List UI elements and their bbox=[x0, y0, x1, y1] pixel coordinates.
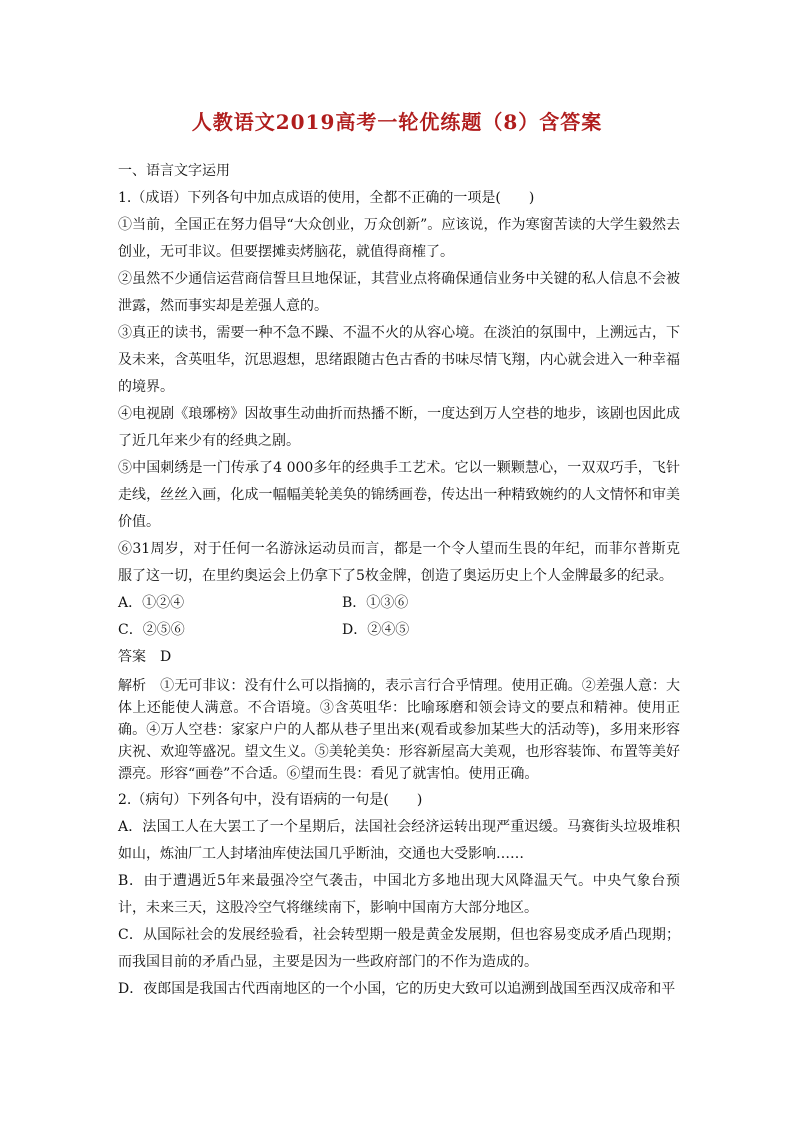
option-c: C．②⑤⑥ bbox=[118, 622, 185, 638]
question-1-item: ⑤中国刺绣是一门传承了4 000多年的经典手工艺术。它以一颗颗慧心，一双双巧手，飞针走线，丝丝入画，化成一幅幅美轮美奂的锦绣画卷，传达出一种精致婉约的人文情怀和审美价值。 bbox=[118, 460, 680, 530]
question-1-item: ③真正的读书，需要一种不急不躁、不温不火的从容心境。在淡泊的氛围中，上溯远古，下及未来，含英咀华，沉思遐想，思绪跟随古色古香的书味尽情飞翔，内心就会进入一种幸福的境界。 bbox=[118, 325, 680, 395]
question-1-item: ②虽然不少通信运营商信誓旦旦地保证，其营业点将确保通信业务中关键的私人信息不会被泄露，然而事实却是差强人意的。 bbox=[118, 271, 680, 314]
options-row bbox=[118, 617, 680, 644]
question-1-item: ④电视剧《琅琊榜》因故事生动曲折而热播不断，一度达到万人空巷的地步，该剧也因此成了近几年来少有的经典之剧。 bbox=[118, 406, 680, 449]
options-row bbox=[118, 590, 680, 617]
option-d: D．②④⑤ bbox=[342, 622, 410, 638]
question-2-option: C．从国际社会的发展经验看，社会转型期一般是黄金发展期，但也容易变成矛盾凸现期；而我国目前的矛盾凸显，主要是因为一些政府部门的不作为造成的。 bbox=[118, 927, 680, 970]
section-heading: 一、语言文字运用 bbox=[118, 163, 230, 179]
option-b: B．①③⑥ bbox=[342, 595, 409, 611]
question-2-stem: 2.（病句）下列各句中，没有语病的一句是( ) bbox=[118, 792, 423, 808]
question-1-analysis: 解析 ①无可非议：没有什么可以指摘的，表示言行合乎情理。使用正确。②差强人意：大体上还能使人满意。不合语境。③含英咀华：比喻琢磨和领会诗文的要点和精神。使用正确。④万人空巷：家家户户的人都从巷子里出来(观看或参加某些大的活动等)，多用来形容庆祝、欢迎等盛况。望文生义。⑤美轮美奂：形容新屋高大美观，也形容装饰、布置等美好漂亮。形容“画卷”不合适。⑥望而生畏：看见了就害怕。使用正确。 bbox=[118, 678, 680, 782]
question-1-answer: 答案 D bbox=[118, 649, 172, 665]
question-1-item: ①当前，全国正在努力倡导“大众创业，万众创新”。应该说，作为寒窗苦读的大学生毅然去创业，无可非议。但要摆摊卖烤脑花，就值得商榷了。 bbox=[118, 217, 680, 260]
option-a: A．①②④ bbox=[118, 595, 185, 611]
question-2-option: B．由于遭遇近5年来最强冷空气袭击，中国北方多地出现大风降温天气。中央气象台预计，未来三天，这股冷空气将继续南下，影响中国南方大部分地区。 bbox=[118, 873, 680, 916]
document-body bbox=[118, 158, 680, 1003]
document-title: 人教语文2019高考一轮优练题（8）含答案 bbox=[191, 110, 603, 134]
question-2-option: A．法国工人在大罢工了一个星期后，法国社会经济运转出现严重迟缓。马赛街头垃圾堆积如山，炼油厂工人封堵油库使法国几乎断油，交通也大受影响…… bbox=[118, 819, 680, 862]
question-1-item: ⑥31周岁，对于任何一名游泳运动员而言，都是一个令人望而生畏的年纪，而菲尔普斯克服了这一切，在里约奥运会上仍拿下了5枚金牌，创造了奥运历史上个人金牌最多的纪录。 bbox=[118, 541, 680, 584]
question-2-option: D．夜郎国是我国古代西南地区的一个小国，它的历史大致可以追溯到战国至西汉成帝和平 bbox=[118, 981, 676, 997]
question-1-stem: 1.（成语）下列各句中加点成语的使用，全都不正确的一项是( ) bbox=[118, 190, 535, 206]
